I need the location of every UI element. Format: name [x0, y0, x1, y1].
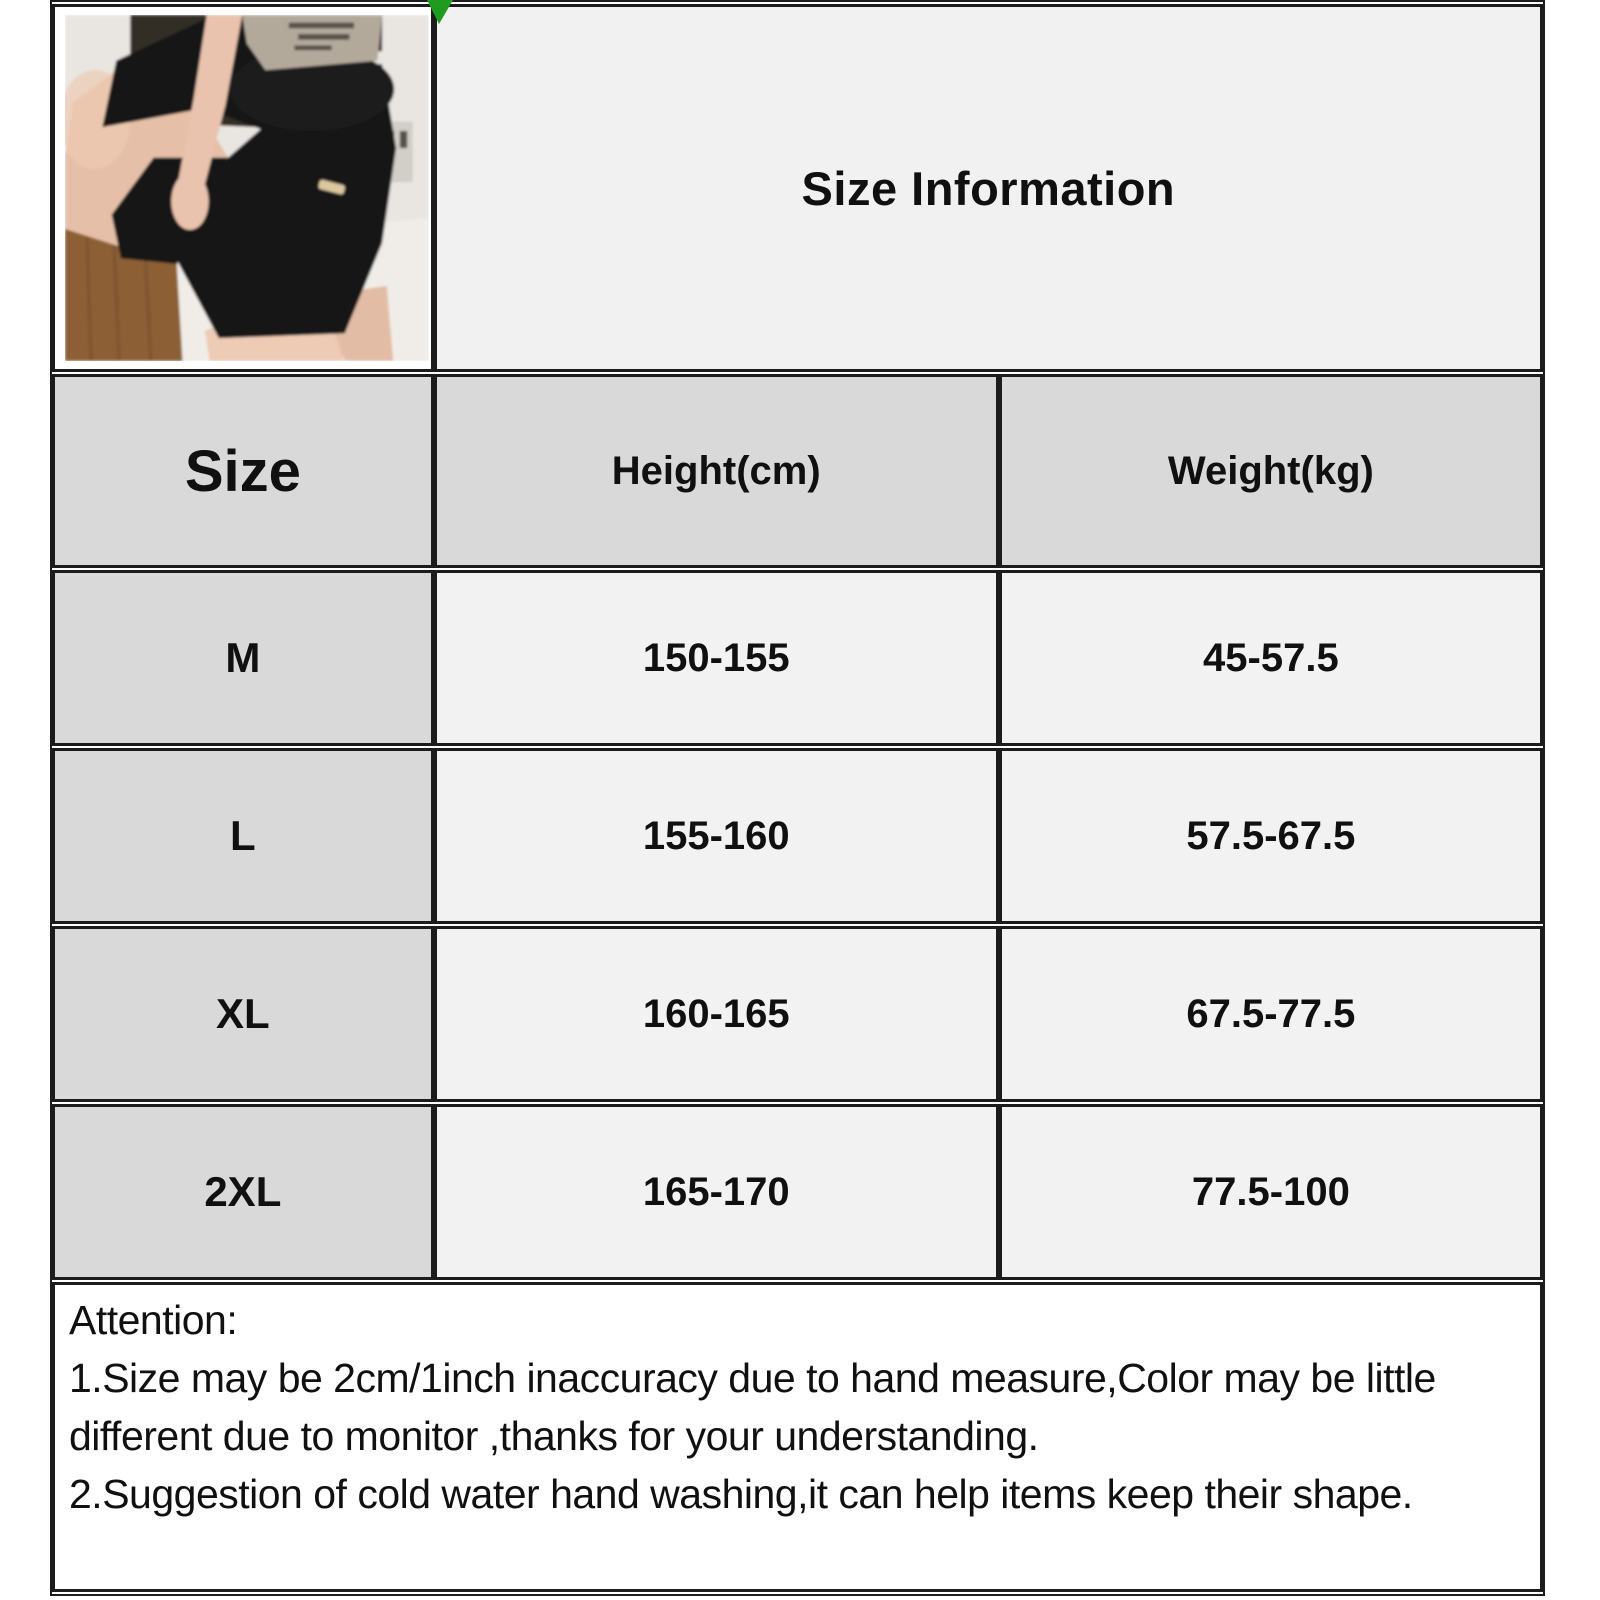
size-cell: M: [52, 570, 434, 746]
section-title: Size Information: [434, 4, 1543, 372]
product-photo: [65, 15, 429, 361]
height-cell: 160-165: [434, 926, 999, 1102]
height-cell: 165-170: [434, 1104, 999, 1280]
size-cell: 2XL: [52, 1104, 434, 1280]
weight-cell: 57.5-67.5: [999, 748, 1543, 924]
table-row: [52, 570, 1543, 746]
col-header-height: Height(cm): [434, 374, 999, 568]
size-cell: L: [52, 748, 434, 924]
attention-line-2: 2.Suggestion of cold water hand washing,it can help items keep their shape.: [69, 1471, 1413, 1517]
weight-cell: 77.5-100: [999, 1104, 1543, 1280]
height-cell: 155-160: [434, 748, 999, 924]
weight-cell: 45-57.5: [999, 570, 1543, 746]
weight-cell: 67.5-77.5: [999, 926, 1543, 1102]
height-cell: 150-155: [434, 570, 999, 746]
table-row: [52, 1104, 1543, 1280]
size-table: [50, 0, 1545, 1596]
table-row: [52, 926, 1543, 1102]
product-photo-cell: [52, 4, 434, 372]
size-cell: XL: [52, 926, 434, 1102]
attention-line-1: 1.Size may be 2cm/1inch inaccuracy due to hand measure,Color may be little different due to monitor ,thanks for your understanding.: [69, 1355, 1436, 1459]
attention-note: [52, 1282, 1543, 1592]
green-corner-flag-icon: [427, 0, 453, 24]
col-header-weight: Weight(kg): [999, 374, 1543, 568]
table-row: [52, 748, 1543, 924]
col-header-size: Size: [52, 374, 434, 568]
attention-heading: Attention:: [69, 1297, 238, 1343]
